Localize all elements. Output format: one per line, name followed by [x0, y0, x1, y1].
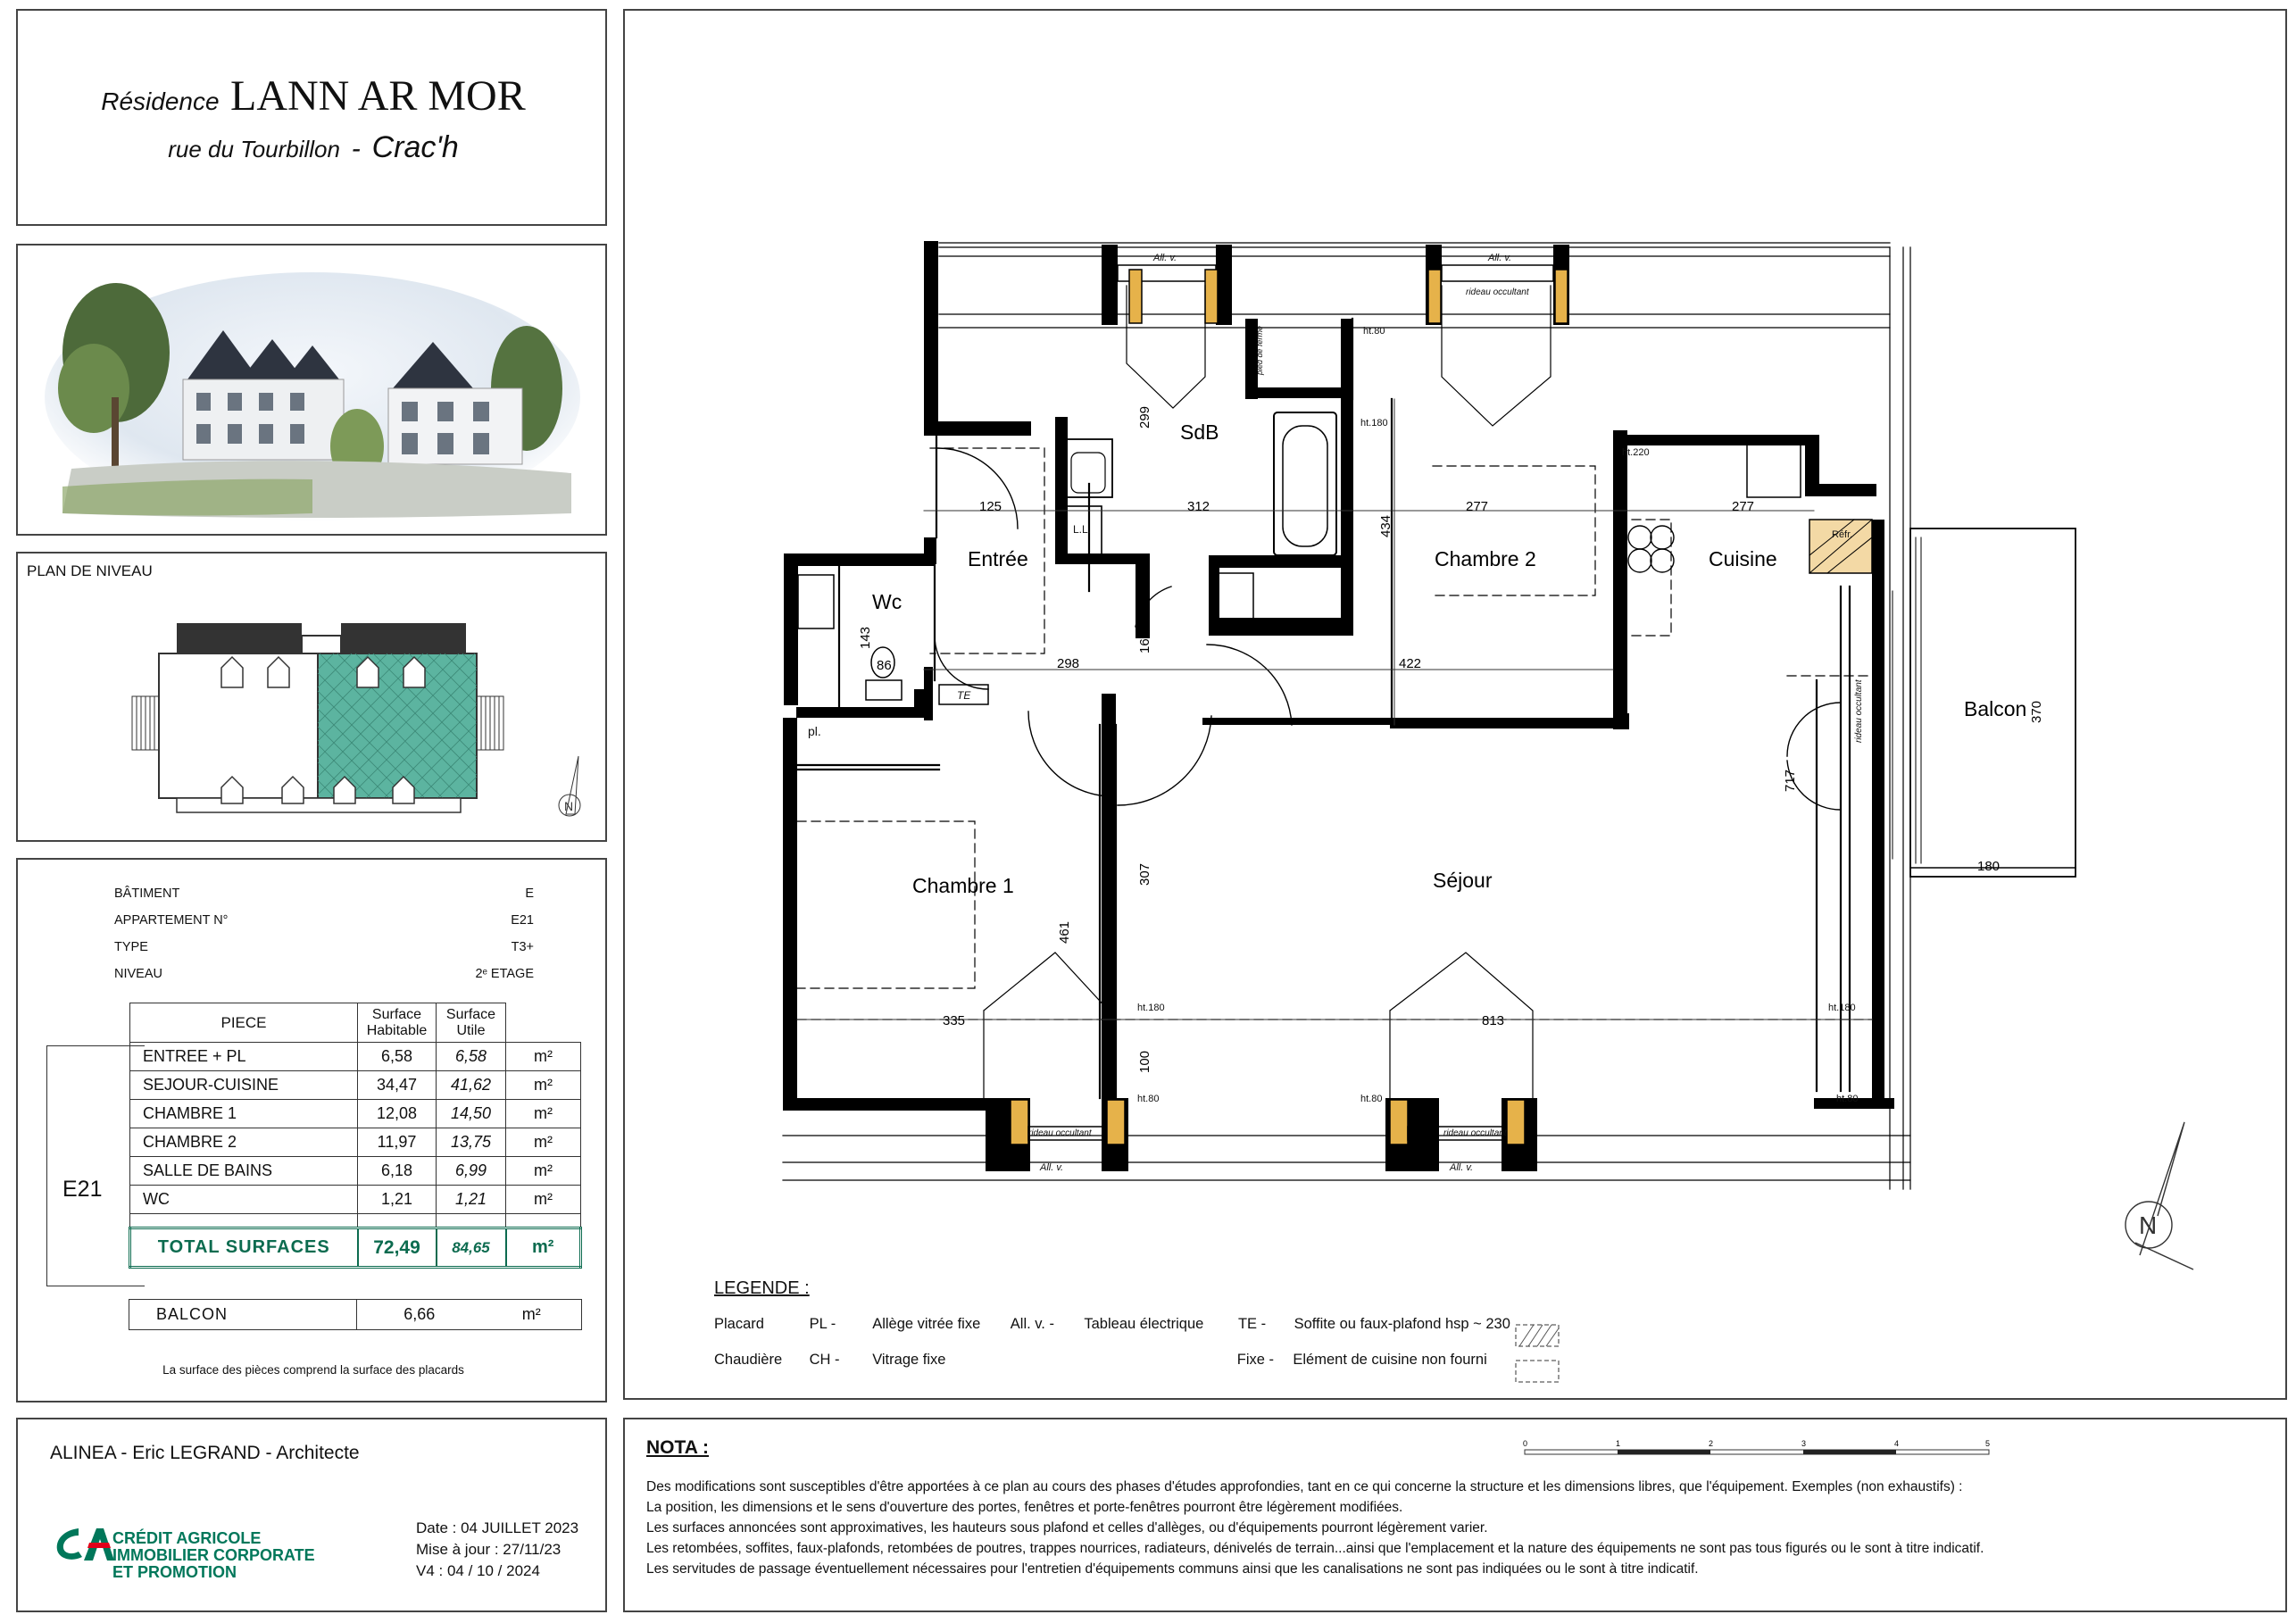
cell-habitable: 6,58 [358, 1043, 437, 1071]
spacer-cell [506, 1214, 581, 1228]
label-ht180-top: ht.180 [1360, 418, 1388, 429]
legend-allv-code: All. v. - [1010, 1316, 1054, 1332]
credit-agricole-logo-icon [52, 1525, 116, 1564]
cell-unit: m² [506, 1071, 581, 1100]
table-row [130, 1186, 581, 1214]
compass-icon [2125, 1122, 2193, 1269]
scale-0: 0 [1523, 1439, 1528, 1448]
nota-line: Des modifications sont susceptibles d'être apportées à ce plan au cours des phases d'études approfondies, tant en ce qui concerne la structure et les dimensions libres, que l'équipement. Exemples (non exhaustifs) : [646, 1479, 1963, 1494]
legend-row-1 [714, 1316, 1510, 1333]
table-row [130, 1071, 581, 1100]
room-balcon: Balcon [1964, 697, 2027, 720]
dim-370: 370 [2029, 700, 2044, 723]
cell-habitable: 34,47 [358, 1071, 437, 1100]
room-chambre2: Chambre 2 [1435, 547, 1536, 570]
nota-panel [623, 1418, 2287, 1612]
dim-299: 299 [1137, 405, 1152, 429]
soffite-swatch [1516, 1325, 1559, 1346]
dim-422: 422 [1399, 656, 1422, 671]
cell-unit: m² [506, 1157, 581, 1186]
table-row [130, 1157, 581, 1186]
legend-element-cuisine: Elément de cuisine non fourni [1293, 1352, 1487, 1368]
promoter-line3: ET PROMOTION [112, 1563, 237, 1581]
spacer-cell [358, 1214, 437, 1228]
dim-298: 298 [1057, 656, 1080, 671]
table-row [130, 1043, 581, 1071]
room-cuisine: Cuisine [1709, 547, 1777, 570]
room-chambre1: Chambre 1 [912, 874, 1014, 897]
total-unit: m² [506, 1228, 581, 1268]
label-rideau-side: rideau occultant [1854, 679, 1864, 743]
cell-unit: m² [506, 1100, 581, 1128]
credits-panel [16, 1418, 607, 1612]
info-value: 2ᵉ ETAGE [475, 967, 534, 981]
col-utile: Surface Utile [437, 1003, 506, 1043]
table-row [130, 1100, 581, 1128]
dim-180: 180 [1977, 859, 2001, 874]
plan-panel [623, 9, 2287, 1400]
col-unit [506, 1003, 581, 1043]
niveau-miniplan [18, 553, 605, 840]
table-header-row [130, 1003, 581, 1043]
cell-piece: SEJOUR-CUISINE [130, 1071, 358, 1100]
cell-utile: 6,99 [437, 1157, 506, 1186]
cell-utile: 41,62 [437, 1071, 506, 1100]
total-label: TOTAL SURFACES [130, 1228, 358, 1268]
room-sdb: SdB [1180, 420, 1219, 444]
nota-title: NOTA : [646, 1437, 709, 1458]
cell-piece: ENTREE + PL [130, 1043, 358, 1071]
legend-te-code: TE - [1237, 1316, 1267, 1332]
col-habitable: Surface Habitable [358, 1003, 437, 1043]
legend-chaudiere: Chaudière [714, 1352, 783, 1368]
dim-86: 86 [877, 658, 892, 673]
legend-vitrage: Vitrage fixe [872, 1352, 946, 1368]
info-key: BÂTIMENT [114, 886, 180, 901]
cell-unit: m² [506, 1043, 581, 1071]
apartment-code: E21 [62, 1177, 103, 1202]
svg-text:N: N [564, 799, 574, 813]
legend-ch-code: CH - [809, 1352, 840, 1368]
dim-717: 717 [1783, 769, 1798, 792]
label-pied-ferme: pied de ferme [1255, 325, 1264, 375]
room-sejour: Séjour [1433, 869, 1493, 892]
dim-277a: 277 [1466, 499, 1489, 514]
surfaces-table [129, 1003, 582, 1269]
label-allv-top1: All. v. [1153, 253, 1177, 263]
balcon-table [129, 1299, 582, 1330]
cell-utile: 6,58 [437, 1043, 506, 1071]
cell-habitable: 1,21 [358, 1186, 437, 1214]
legend-pl-code: PL - [809, 1316, 836, 1332]
dim-434: 434 [1378, 514, 1393, 537]
legend-allege: Allège vitrée fixe [872, 1316, 981, 1332]
dim-168: 168 [1137, 630, 1152, 653]
info-block [114, 886, 534, 994]
info-row-niveau [114, 967, 534, 994]
dim-125: 125 [979, 499, 1002, 514]
title-panel [16, 9, 607, 226]
dim-461: 461 [1057, 920, 1072, 944]
label-ht80-b3: ht.80 [1836, 1094, 1859, 1104]
balcon-unit: m² [482, 1300, 582, 1330]
cell-habitable: 6,18 [358, 1157, 437, 1186]
scale-bar [1521, 1439, 2003, 1466]
update-text: Mise à jour : 27/11/23 [416, 1541, 562, 1558]
label-allv-b1: All. v. [1040, 1162, 1064, 1173]
label-ht180-left: ht.180 [1137, 1003, 1165, 1013]
table-row [130, 1128, 581, 1157]
floor-plan [625, 11, 2285, 1398]
scale-2: 2 [1709, 1439, 1714, 1448]
scale-1: 1 [1616, 1439, 1621, 1448]
info-value: T3+ [511, 940, 534, 954]
label-ht220: ht.220 [1622, 447, 1650, 458]
residence-address [18, 130, 609, 165]
promoter-line2: IMMOBILIER CORPORATE [112, 1546, 315, 1564]
total-utile: 84,65 [437, 1228, 506, 1268]
label-ht180-right: ht.180 [1828, 1003, 1856, 1013]
legend-fixe-code: Fixe - [1236, 1352, 1275, 1368]
spacer-cell [437, 1214, 506, 1228]
label-refr: Réfr. [1832, 529, 1853, 540]
nota-line: La position, les dimensions et le sens d'ouverture des portes, fenêtres et porte-fenêtres pourront être légèrement modifiées. [646, 1500, 1403, 1515]
surfaces-note: La surface des pièces comprend la surface des placards [162, 1363, 464, 1377]
info-row-appartement [114, 913, 534, 940]
dim-100: 100 [1137, 1050, 1152, 1073]
label-rideau-b1: rideau occultant [1028, 1128, 1092, 1138]
cell-unit: m² [506, 1186, 581, 1214]
nota-line: Les servitudes de passage éventuellement nécessaires pour l'entretien d'équipements communs ainsi que les canalisations ne sont pas indiquées ou le sont à titre indicatif. [646, 1561, 1699, 1577]
dim-277b: 277 [1732, 499, 1755, 514]
info-row-type [114, 940, 534, 967]
dim-335: 335 [943, 1013, 966, 1028]
promoter-line1: CRÉDIT AGRICOLE [112, 1529, 262, 1547]
surfaces-panel [16, 858, 607, 1402]
architect-name: ALINEA - Eric LEGRAND - Architecte [50, 1443, 360, 1463]
dates-block [416, 1518, 578, 1582]
svg-text:N: N [2139, 1211, 2158, 1239]
info-row-batiment [114, 886, 534, 913]
cuisine-swatch [1516, 1361, 1559, 1382]
info-key: APPARTEMENT N° [114, 913, 229, 928]
city-text: Crac'h [371, 130, 459, 164]
cell-piece: CHAMBRE 2 [130, 1128, 358, 1157]
room-entree: Entrée [968, 547, 1028, 570]
balcon-value: 6,66 [357, 1300, 482, 1330]
nota-lines [646, 1477, 1984, 1579]
cell-piece: WC [130, 1186, 358, 1214]
residence-name: LANN AR MOR [230, 72, 526, 120]
label-allv-b2: All. v. [1450, 1162, 1474, 1173]
niveau-panel [16, 552, 607, 842]
cell-unit: m² [506, 1128, 581, 1157]
cell-utile: 14,50 [437, 1100, 506, 1128]
dim-143: 143 [858, 626, 873, 649]
scale-4: 4 [1894, 1439, 1900, 1448]
legend-tableau: Tableau électrique [1084, 1316, 1204, 1332]
dim-312: 312 [1187, 499, 1210, 514]
nota-line: Les retombées, soffites, faux-plafonds, retombées de poutres, trappes nourrices, radiateurs, dénivelés de terrain...ainsi que l'emplacement et la nature des équipements ne sont pas tous figurés ou le sont à titre indicatif. [646, 1541, 1984, 1556]
dim-813: 813 [1482, 1013, 1505, 1028]
cell-habitable: 12,08 [358, 1100, 437, 1128]
cell-utile: 1,21 [437, 1186, 506, 1214]
label-ht80-b2: ht.80 [1360, 1094, 1383, 1104]
label-ht80-b1: ht.80 [1137, 1094, 1160, 1104]
col-piece: PIECE [130, 1003, 358, 1043]
building-illustration [18, 246, 605, 534]
label-rideau-b2: rideau occultant [1443, 1128, 1507, 1138]
cell-piece: SALLE DE BAINS [130, 1157, 358, 1186]
label-te: TE [957, 689, 971, 702]
city-separator: - [344, 134, 369, 163]
legend-soffite: Soffite ou faux-plafond hsp ~ 230 [1294, 1316, 1510, 1332]
legend-title: LEGENDE : [714, 1278, 810, 1298]
total-habitable: 72,49 [358, 1228, 437, 1268]
date-text: Date : 04 JUILLET 2023 [416, 1519, 579, 1536]
walls-and-fixtures [783, 241, 2076, 1189]
legend-swatches [1512, 1316, 1566, 1387]
cell-habitable: 11,97 [358, 1128, 437, 1157]
label-ht80-top: ht.80 [1363, 326, 1385, 337]
scale-5: 5 [1985, 1439, 1991, 1448]
spacer-cell [130, 1214, 358, 1228]
niveau-label: PLAN DE NIVEAU [27, 562, 153, 579]
table-spacer-row [130, 1214, 581, 1228]
nota-line: Les surfaces annoncées sont approximatives, les hauteurs sous plafond et celles d'allèges, ou d'équipements pourront légèrement varier. [646, 1520, 1488, 1536]
street-text: rue du Tourbillon [168, 136, 340, 162]
dim-307: 307 [1137, 862, 1152, 886]
label-ll: L.L. [1073, 523, 1092, 536]
info-value: E [525, 886, 534, 901]
cell-piece: CHAMBRE 1 [130, 1100, 358, 1128]
label-pl: pl. [808, 724, 821, 738]
promoter-name [112, 1530, 315, 1581]
label-allv-top2: All. v. [1488, 253, 1512, 263]
info-value: E21 [511, 913, 534, 928]
residence-title [18, 71, 609, 121]
balcon-label: BALCON [129, 1300, 357, 1330]
residence-prefix: Résidence [101, 87, 220, 115]
legend-row-2 [714, 1352, 1487, 1369]
info-key: NIVEAU [114, 967, 162, 981]
room-wc: Wc [872, 590, 903, 613]
rendering-panel [16, 244, 607, 536]
info-key: TYPE [114, 940, 148, 954]
cell-utile: 13,75 [437, 1128, 506, 1157]
total-row [130, 1228, 581, 1268]
balcon-row [129, 1300, 582, 1330]
version-text: V4 : 04 / 10 / 2024 [416, 1562, 540, 1579]
label-rideau-top: rideau occultant [1466, 287, 1529, 297]
scale-3: 3 [1801, 1439, 1807, 1448]
legend-placard: Placard [714, 1316, 764, 1332]
